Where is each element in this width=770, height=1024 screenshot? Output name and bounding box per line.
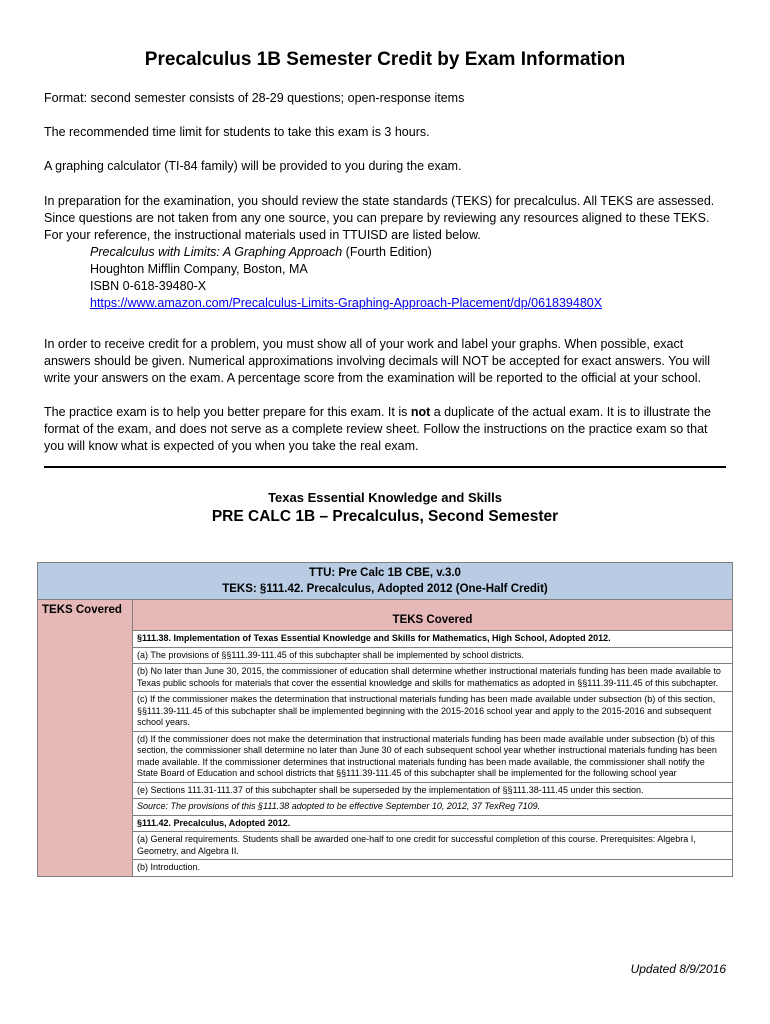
table-row — [38, 731, 733, 782]
time-limit-paragraph: The recommended time limit for students to take this exam is 3 hours. — [44, 125, 430, 139]
book-isbn: ISBN 0-618-39480-X — [90, 279, 207, 293]
table-row — [38, 799, 733, 816]
book-title: Precalculus with Limits: A Graphing Approach — [90, 245, 343, 259]
table-cell: (d) If the commissioner does not make the determination that instructional materials funding has been made available under subsection (b) of this section, the commissioner shall determine no later than June 30 of each subsequent school year whether instructional materials funding has been made available. If the commissioner determines that instructional materials funding has been made available, the commissioner shall notify the State Board of Education and school districts that §§111.39-111.45 of this subchapter shall be implemented for the following school year — [133, 731, 733, 782]
preparation-paragraph: In preparation for the examination, you should review the state standards (TEKS) for precalculus. All TEKS are assessed. Since questions are not taken from any one source, you can prepare by reviewing any resources aligned to these TEKS. For your reference, the instructional materials used in TTUISD are listed below. — [44, 194, 715, 242]
table-cell: (e) Sections 111.31-111.37 of this subchapter shall be superseded by the implementation of §§111.38-111.45 under this section. — [133, 782, 733, 799]
table-header-line2: TEKS: §111.42. Precalculus, Adopted 2012 (One-Half Credit) — [222, 583, 548, 595]
credit-paragraph: In order to receive credit for a problem, you must show all of your work and label your graphs. When possible, exact answers should be given. Numerical approximations involving decimals will NOT be accepted for exact answers. You will write your answers on the exam. A percentage score from the examination will be reported to the official at your school. — [44, 337, 711, 385]
format-paragraph: Format: second semester consists of 28-29 questions; open-response items — [44, 91, 465, 105]
table-cell: (b) No later than June 30, 2015, the commissioner of education shall determine whether instructional materials funding has been made available to Texas public schools for materials that cover the essential knowledge and skills for mathematics as adopted in §§111.39-111.45 of this subchapter. — [133, 664, 733, 692]
table-cell: (c) If the commissioner makes the determination that instructional materials funding has been made available under subsection (b) of this section, §§111.39-111.45 of this subchapter shall be implemented beginning with the 2015-2016 school year and apply to the 2015-2016 and subsequent school years. — [133, 692, 733, 732]
table-row — [38, 692, 733, 732]
teks-covered-column-header: TEKS Covered — [38, 600, 133, 877]
practice-emphasis: not — [410, 405, 431, 419]
table-column-header-row — [38, 600, 733, 631]
book-publisher: Houghton Mifflin Company, Boston, MA — [90, 262, 308, 276]
table-row — [38, 782, 733, 799]
book-link[interactable]: https://www.amazon.com/Precalculus-Limits-Graphing-Approach-Placement/dp/061839480X — [90, 296, 603, 310]
book-title-line — [90, 244, 728, 261]
practice-text-end: a duplicate of the actual exam. It is to illustrate the format of the exam, and does not serve as a complete review sheet. Follow the instructions on the practice exam so that you will know what is expected of you when you take the real exam. — [44, 405, 711, 453]
table-cell: (a) The provisions of §§111.39-111.45 of this subchapter shall be implemented by school districts. — [133, 647, 733, 664]
table-cell: Source: The provisions of this §111.38 adopted to be effective September 10, 2012, 37 TexReg 7109. — [133, 799, 733, 816]
updated-date: Updated 8/9/2016 — [630, 962, 726, 976]
teks-table — [37, 562, 733, 877]
practice-text-start: The practice exam is to help you better prepare for this exam. It is — [44, 405, 411, 419]
section-subheading: PRE CALC 1B – Precalculus, Second Semester — [211, 508, 559, 525]
table-header-row — [38, 563, 733, 600]
table-row — [38, 815, 733, 832]
section-heading: Texas Essential Knowledge and Skills — [268, 490, 502, 505]
table-cell: §111.38. Implementation of Texas Essential Knowledge and Skills for Mathematics, High School, Adopted 2012. — [133, 631, 733, 648]
table-header-line1: TTU: Pre Calc 1B CBE, v.3.0 — [309, 567, 461, 579]
table-cell: (a) General requirements. Students shall be awarded one-half to one credit for successful completion of this course. Prerequisites: Algebra I, Geometry, and Algebra II. — [133, 832, 733, 860]
table-header-cell — [38, 563, 733, 600]
book-reference — [44, 244, 728, 312]
table-cell: (b) Introduction. — [133, 860, 733, 877]
section-divider — [44, 466, 726, 468]
table-row — [38, 832, 733, 860]
table-row — [38, 647, 733, 664]
preparation-block — [44, 193, 728, 312]
table-row — [38, 631, 733, 648]
teks-covered-header: TEKS Covered — [133, 600, 733, 631]
table-row — [38, 860, 733, 877]
page-title: Precalculus 1B Semester Credit by Exam Information — [144, 49, 626, 70]
table-row — [38, 664, 733, 692]
book-edition: (Fourth Edition) — [342, 245, 432, 259]
table-cell: §111.42. Precalculus, Adopted 2012. — [133, 815, 733, 832]
practice-paragraph — [44, 404, 728, 455]
calculator-paragraph: A graphing calculator (TI-84 family) will be provided to you during the exam. — [44, 159, 462, 173]
